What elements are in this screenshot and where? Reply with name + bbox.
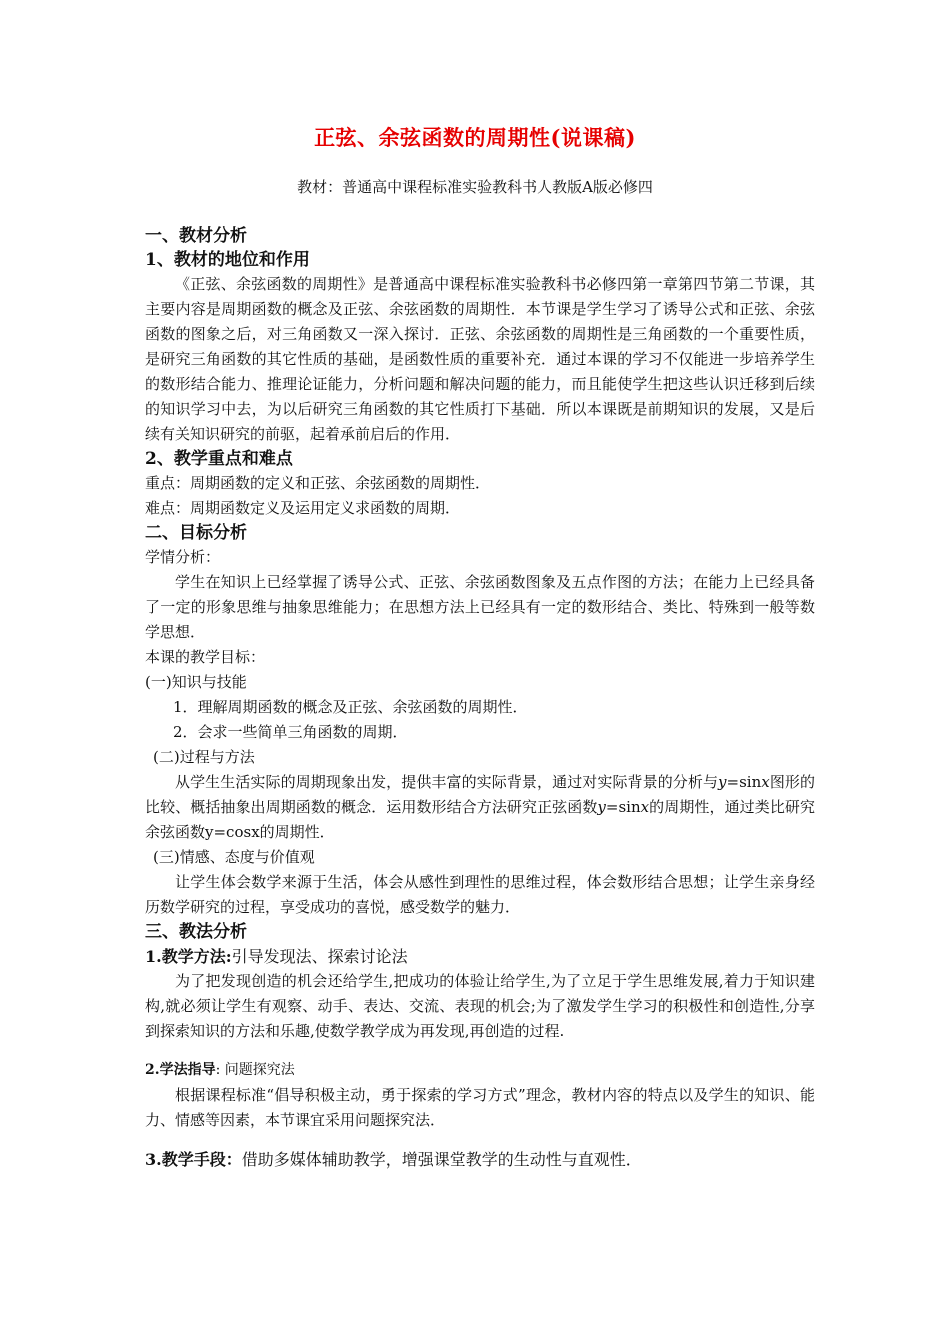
- difficulty-text: 难点：周期函数定义及运用定义求函数的周期．: [145, 499, 461, 517]
- section-heading-goal-analysis: 二、目标分析: [145, 523, 247, 543]
- page-title: 正弦、余弦函数的周期性(说课稿): [314, 125, 636, 150]
- method-2-text: 根据课程标准“倡导积极主动，勇于探索的学习方式”理念，教材内容的特点以及学生的知识、能力、情感等因素，本节课宜采用问题探究法．: [145, 1086, 815, 1129]
- subheading-position-role: 1、教材的地位和作用: [145, 250, 310, 270]
- document-body: [145, 224, 815, 1172]
- goal-attitude-label: (三)情感、态度与价值观: [153, 848, 315, 866]
- spacer: [145, 1044, 815, 1058]
- method-3-label: 3.教学手段：: [145, 1150, 242, 1169]
- textbook-info: 教材：普通高中课程标准实验教科书人教版A版必修四: [297, 178, 653, 196]
- teaching-goals-label: 本课的教学目标：: [145, 648, 266, 666]
- goal-knowledge-item: 1．理解周期函数的概念及正弦、余弦函数的周期性．: [173, 698, 528, 716]
- key-point-text: 重点：周期函数的定义和正弦、余弦函数的周期性．: [145, 474, 491, 492]
- paragraph-position-role: 《正弦、余弦函数的周期性》是普通高中课程标准实验教科书必修四第一章第四节第二节课，其主要内容是周期函数的概念及正弦、余弦函数的周期性．本节课是学生学习了诱导公式和正弦、余弦函数的图象之后，对三角函数又一深入探讨．正弦、余弦函数的周期性是三角函数的一个重要性质，是研究三角函数的其它性质的基础，是函数性质的重要补充．通过本课的学习不仅能进一步培养学生的数形结合能力、推理论证能力，分析问题和解决问题的能力，而且能使学生把这些认识迁移到后续的知识学习中去，为以后研究三角函数的其它性质打下基础．所以本课既是前期知识的发展，又是后续有关知识研究的前驱，起着承前启后的作用．: [145, 275, 815, 443]
- method-3-value: 借助多媒体辅助教学，增强课堂教学的生动性与直观性．: [241, 1150, 642, 1169]
- method-1-value: 引导发现法、探索讨论法: [231, 947, 408, 966]
- method-2-value: : 问题探究法: [215, 1062, 295, 1078]
- method-1-text: 为了把发现创造的机会还给学生,把成功的体验让给学生,为了立足于学生思维发展,着力于知识建构,就必须让学生有观察、动手、表达、交流、表现的机会;为了激发学生学习的积极性和创造性,分享到探索知识的方法和乐趣,使数学教学成为再发现,再创造的过程.: [145, 972, 815, 1040]
- goal-knowledge-label: (一)知识与技能: [145, 673, 247, 691]
- method-2-line: [145, 1058, 815, 1083]
- method-3-line: [145, 1147, 815, 1172]
- method-1-line: [145, 944, 815, 969]
- goal-knowledge-item: 2．会求一些简单三角函数的周期．: [173, 723, 408, 741]
- method-1-label: 1.教学方法:: [145, 947, 232, 966]
- section-heading-textbook-analysis: 一、教材分析: [145, 226, 247, 246]
- goal-attitude-text: 让学生体会数学来源于生活，体会从感性到理性的思维过程，体会数形结合思想；让学生亲身经历数学研究的过程，享受成功的喜悦，感受数学的魅力．: [145, 873, 815, 916]
- goal-process-text: 从学生生活实际的周期现象出发，提供丰富的实际背景，通过对实际背景的分析与y=sinx图形的比较、概括抽象出周期函数的概念．运用数形结合方法研究正弦函数y=sinx的周期性，通过类比研究余弦函数y=cosx的周期性．: [145, 773, 815, 841]
- spacer: [145, 1133, 815, 1147]
- section-heading-method-analysis: 三、教法分析: [145, 922, 247, 942]
- goal-process-label: (二)过程与方法: [153, 748, 255, 766]
- learner-analysis-label: 学情分析：: [145, 548, 221, 566]
- method-2-label: 2.学法指导: [145, 1062, 216, 1078]
- subheading-key-difficulty: 2、教学重点和难点: [145, 449, 293, 469]
- learner-analysis-text: 学生在知识上已经掌握了诱导公式、正弦、余弦函数图象及五点作图的方法；在能力上已经具备了一定的形象思维与抽象思维能力；在思想方法上已经具有一定的数形结合、类比、特殊到一般等数学思想．: [145, 573, 815, 641]
